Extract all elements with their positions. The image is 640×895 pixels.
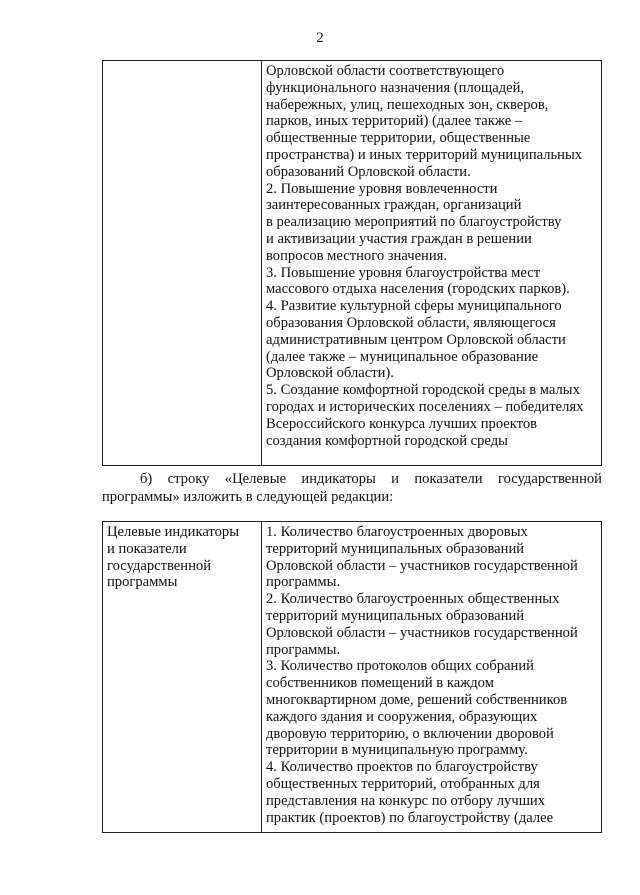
text-line: в реализацию мероприятий по благоустройству: [266, 214, 562, 231]
text-line: общественные территории, общественные: [266, 130, 531, 147]
text-line: представления на конкурс по отбору лучших: [266, 792, 546, 809]
text-line: территорий муниципальных образований: [266, 607, 525, 624]
text-line: программы.: [266, 574, 341, 591]
text-line: каждого здания и сооружения, образующих: [266, 708, 538, 725]
heading-line: государственной: [107, 557, 212, 574]
heading-line: и показатели: [107, 540, 187, 557]
text-line: массового отдыха населения (городских парков).: [266, 281, 570, 298]
text-line: пространства) и иных территорий муниципальных: [266, 146, 583, 163]
text-line: Орловской области – участников государственной: [266, 624, 578, 641]
text-line: Орловской области соответствующего: [266, 63, 505, 79]
text-line: городах и исторических поселениях – победителях: [266, 398, 584, 415]
text-line: 3. Количество протоколов общих собраний: [266, 658, 534, 675]
text-line: территории в муниципальную программу.: [266, 742, 528, 759]
paragraph-line-2: программы» изложить в следующей редакции:: [102, 489, 394, 505]
text-line: территорий муниципальных образований: [266, 540, 525, 557]
indicators-heading-cell: [103, 522, 262, 833]
text-line: многоквартирном доме, решений собственников: [266, 691, 568, 708]
indicators-table: [102, 521, 602, 833]
table-left-cell-empty: [103, 61, 262, 466]
heading-line: Целевые индикаторы: [107, 524, 240, 540]
text-line: и активизации участия граждан в решении: [266, 230, 532, 247]
text-line: 2. Повышение уровня вовлеченности: [266, 180, 498, 197]
indicators-heading-lines: [107, 524, 257, 591]
page-number: 2: [316, 30, 324, 46]
text-line: Орловской области – участников государственной: [266, 557, 578, 574]
text-line: 5. Создание комфортной городской среды в малых: [266, 382, 580, 399]
text-line: заинтересованных граждан, организаций: [266, 197, 522, 214]
text-line: образований Орловской области.: [266, 163, 471, 180]
text-line: 1. Количество благоустроенных дворовых: [266, 524, 528, 540]
text-line: общественных территорий, отобранных для: [266, 775, 540, 792]
text-line: практик (проектов) по благоустройству (далее: [266, 809, 554, 826]
goals-text-lines: [266, 63, 597, 449]
text-line: образования Орловской области, являющегося: [266, 314, 556, 331]
goals-text-cell: [262, 61, 602, 466]
indicators-text-cell: [262, 522, 602, 833]
text-line: вопросов местного значения.: [266, 247, 448, 264]
text-line: Орловской области).: [266, 365, 394, 382]
text-line: собственников помещений в каждом: [266, 675, 494, 692]
text-line: создания комфортной городской среды: [266, 432, 508, 449]
text-line: 4. Количество проектов по благоустройству: [266, 759, 538, 776]
text-line: программы.: [266, 641, 341, 658]
text-line: дворовую территорию, о включении дворовой: [266, 725, 554, 742]
amendment-paragraph: [102, 470, 602, 506]
text-line: функционального назначения (площадей,: [266, 79, 525, 96]
text-line: 3. Повышение уровня благоустройства мест: [266, 264, 541, 281]
heading-line: программы: [107, 574, 178, 591]
text-line: набережных, улиц, пешеходных зон, скверов,: [266, 96, 549, 113]
text-line: парков, иных территорий) (далее также –: [266, 113, 523, 130]
text-line: 4. Развитие культурной сферы муниципального: [266, 298, 562, 315]
text-line: административным центром Орловской области: [266, 331, 566, 348]
text-line: (далее также – муниципальное образование: [266, 348, 539, 365]
text-line: 2. Количество благоустроенных общественных: [266, 591, 560, 608]
indicators-text-lines: [266, 524, 597, 826]
paragraph-line-1: б) строку «Целевые индикаторы и показатели государственной: [140, 471, 602, 487]
program-table-continued: [102, 60, 602, 466]
text-line: Всероссийского конкурса лучших проектов: [266, 415, 538, 432]
